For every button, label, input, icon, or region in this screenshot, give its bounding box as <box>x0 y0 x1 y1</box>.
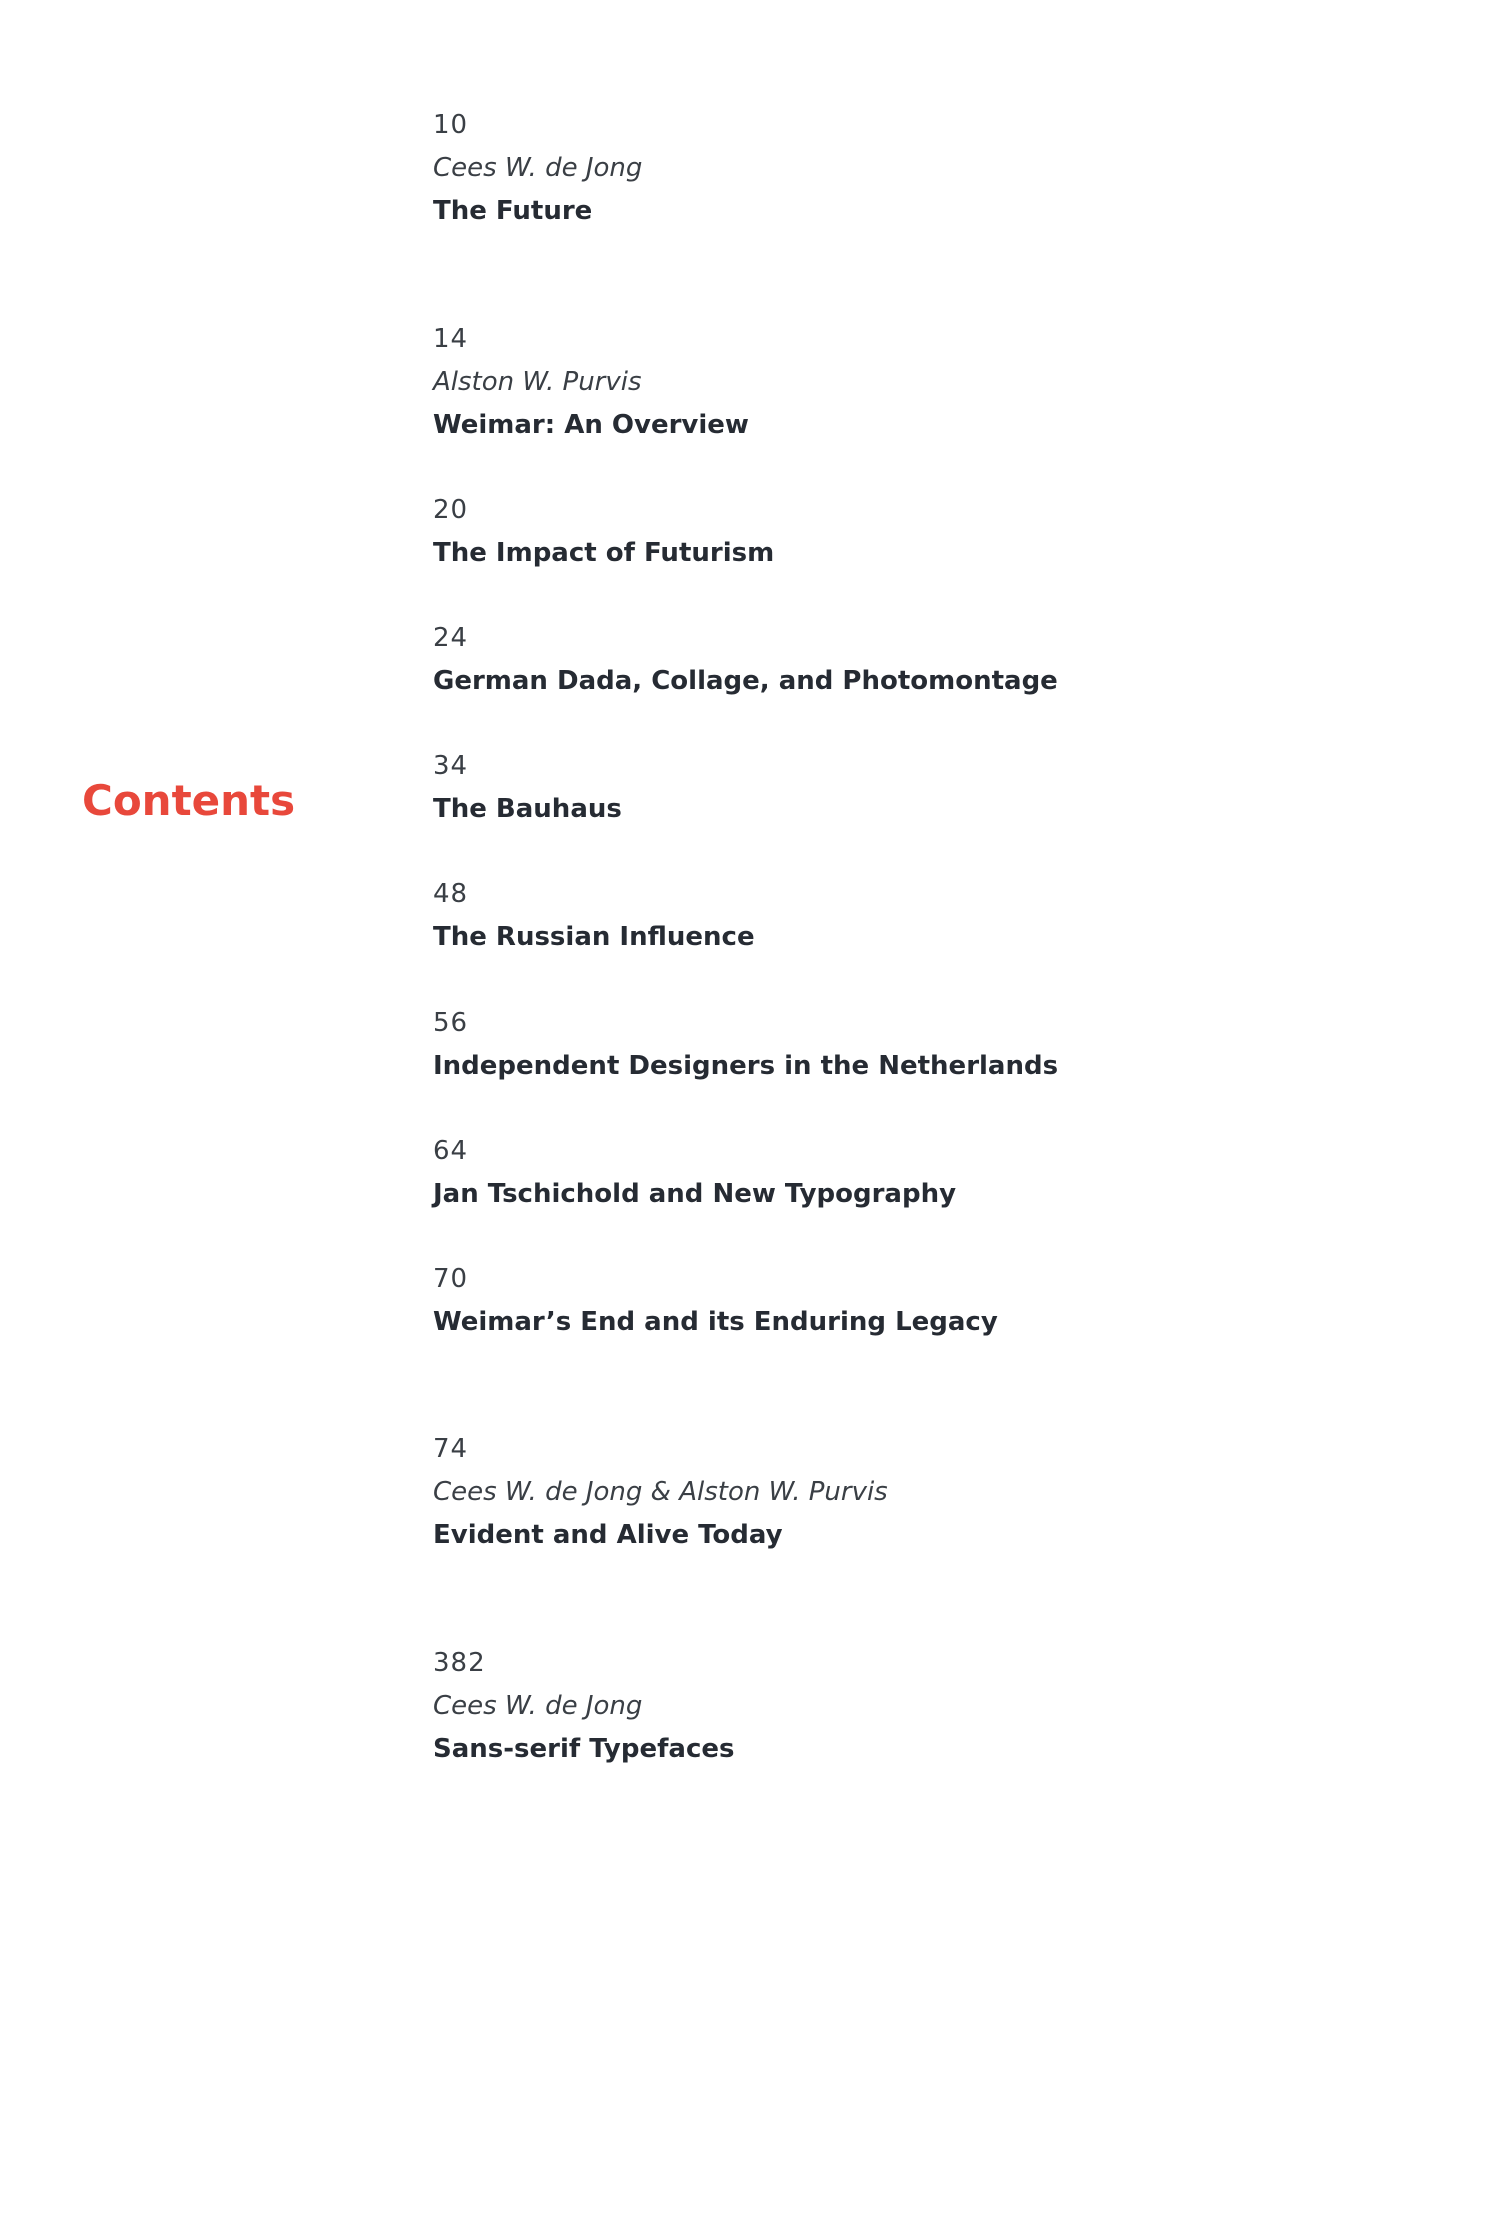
page-number: 382 <box>433 1648 486 1678</box>
chapter-title[interactable]: Independent Designers in the Netherlands <box>433 1051 1059 1081</box>
page-number: 14 <box>433 324 469 354</box>
chapter-title[interactable]: Jan Tschichold and New Typography <box>433 1179 957 1209</box>
chapter-title[interactable]: German Dada, Collage, and Photomontage <box>433 666 1058 696</box>
toc-entry[interactable] <box>433 1130 1433 1216</box>
toc-entry[interactable] <box>433 104 1433 233</box>
page-number: 64 <box>433 1136 469 1166</box>
page-number: 70 <box>433 1264 469 1294</box>
toc-entry[interactable] <box>433 489 1433 575</box>
toc-entry[interactable] <box>433 1002 1433 1088</box>
chapter-title[interactable]: The Russian Influence <box>433 922 755 952</box>
chapter-title[interactable]: Sans-serif Typefaces <box>433 1734 735 1764</box>
author-name: Cees W. de Jong <box>433 1691 643 1721</box>
page-number: 48 <box>433 879 469 909</box>
chapter-title[interactable]: Weimar’s End and its Enduring Legacy <box>433 1307 998 1337</box>
author-name: Cees W. de Jong <box>433 153 643 183</box>
chapter-title[interactable]: Weimar: An Overview <box>433 410 749 440</box>
toc-entry[interactable] <box>433 1428 1433 1557</box>
page-number: 74 <box>433 1434 469 1464</box>
toc-entry[interactable] <box>433 617 1433 703</box>
toc-entry[interactable] <box>433 1258 1433 1344</box>
chapter-title[interactable]: The Impact of Futurism <box>433 538 775 568</box>
chapter-title[interactable]: The Future <box>433 196 593 226</box>
chapter-title[interactable]: The Bauhaus <box>433 794 622 824</box>
page-number: 10 <box>433 110 469 140</box>
page-number: 20 <box>433 495 469 525</box>
toc-entry[interactable] <box>433 1642 1433 1771</box>
author-name: Cees W. de Jong & Alston W. Purvis <box>433 1477 888 1507</box>
page-number: 24 <box>433 623 469 653</box>
contents-heading: Contents <box>82 776 296 825</box>
page-number: 56 <box>433 1008 469 1038</box>
chapter-title[interactable]: Evident and Alive Today <box>433 1520 783 1550</box>
author-name: Alston W. Purvis <box>433 367 642 397</box>
page-number: 34 <box>433 751 469 781</box>
toc-entry[interactable] <box>433 745 1433 831</box>
toc-entry[interactable] <box>433 873 1433 959</box>
toc-entry[interactable] <box>433 318 1433 447</box>
